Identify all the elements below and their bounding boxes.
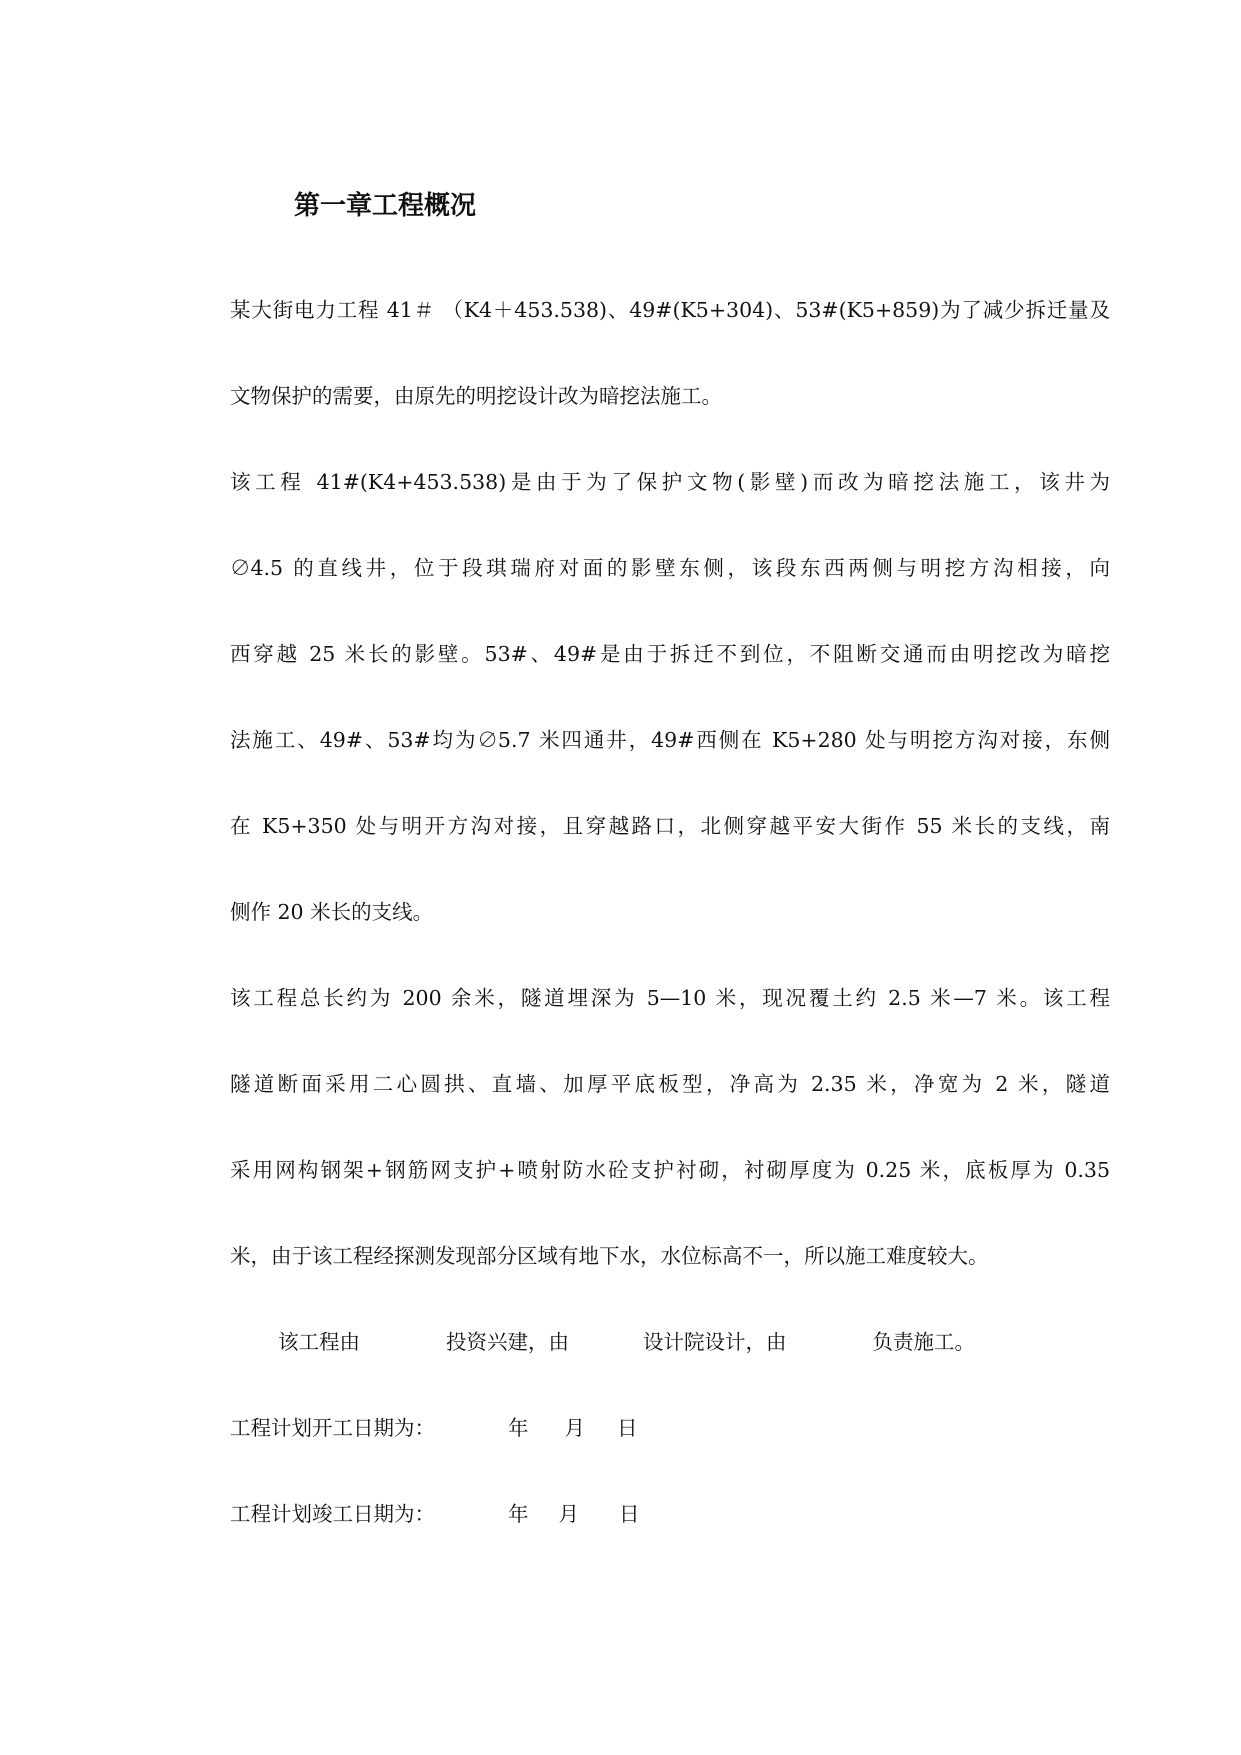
start-date-year: 年 <box>508 1416 529 1440</box>
paragraph-2-line-6: 侧作 20 米长的支线。 <box>230 900 434 924</box>
end-date-label: 工程计划竣工日期为： <box>230 1502 435 1526</box>
paragraph-3-line-2: 隧道断面采用二心圆拱、直墙、加厚平底板型，净高为 2.35 米，净宽为 2 米，隧道 <box>230 1072 1110 1096</box>
paragraph-2-line-5: 在 K5+350 处与明开方沟对接，且穿越路口，北侧穿越平安大街作 55 米长的支线，南 <box>230 814 1110 838</box>
paragraph-4-part-3: 设计院设计，由 <box>643 1330 787 1354</box>
paragraph-4-part-4: 负责施工。 <box>872 1330 975 1354</box>
paragraph-3-line-1: 该工程总长约为 200 余米，隧道埋深为 5—10 米，现况覆土约 2.5 米—7 米。该工程 <box>230 986 1110 1010</box>
start-date-month: 月 <box>564 1416 585 1440</box>
paragraph-2-line-2: ∅4.5 的直线井，位于段琪瑞府对面的影壁东侧，该段东西两侧与明挖方沟相接，向 <box>230 556 1110 580</box>
paragraph-3-line-3: 采用网构钢架+钢筋网支护+喷射防水砼支护衬砌，衬砌厚度为 0.25 米，底板厚为 0.35 <box>230 1158 1110 1182</box>
start-date-line <box>230 1410 1110 1446</box>
end-date-year: 年 <box>508 1502 529 1526</box>
end-date-day: 日 <box>619 1502 640 1526</box>
start-date-label: 工程计划开工日期为： <box>230 1416 435 1440</box>
paragraph-2-line-3: 西穿越 25 米长的影壁。53#、49#是由于拆迁不到位，不阻断交通而由明挖改为暗挖 <box>230 642 1110 666</box>
chapter-title: 第一章工程概况 <box>294 191 477 221</box>
paragraph-4 <box>278 1324 1158 1360</box>
paragraph-2-line-1: 该工程 41#(K4+453.538)是由于为了保护文物(影壁)而改为暗挖法施工，该井为 <box>230 470 1110 494</box>
paragraph-4-part-1: 该工程由 <box>278 1330 360 1354</box>
paragraph-3-line-4: 米，由于该工程经探测发现部分区域有地下水，水位标高不一，所以施工难度较大。 <box>230 1244 989 1268</box>
end-date-line <box>230 1496 1110 1532</box>
end-date-month: 月 <box>558 1502 579 1526</box>
paragraph-1-line-2: 文物保护的需要，由原先的明挖设计改为暗挖法施工。 <box>230 384 722 408</box>
start-date-day: 日 <box>617 1416 638 1440</box>
paragraph-2-line-4: 法施工、49#、53#均为∅5.7 米四通井，49#西侧在 K5+280 处与明挖方沟对接，东侧 <box>230 728 1110 752</box>
paragraph-4-part-2: 投资兴建，由 <box>446 1330 569 1354</box>
paragraph-1-line-1: 某大街电力工程 41＃ （K4＋453.538)、49#(K5+304)、53#(K5+859)为了减少拆迁量及 <box>230 298 1110 322</box>
